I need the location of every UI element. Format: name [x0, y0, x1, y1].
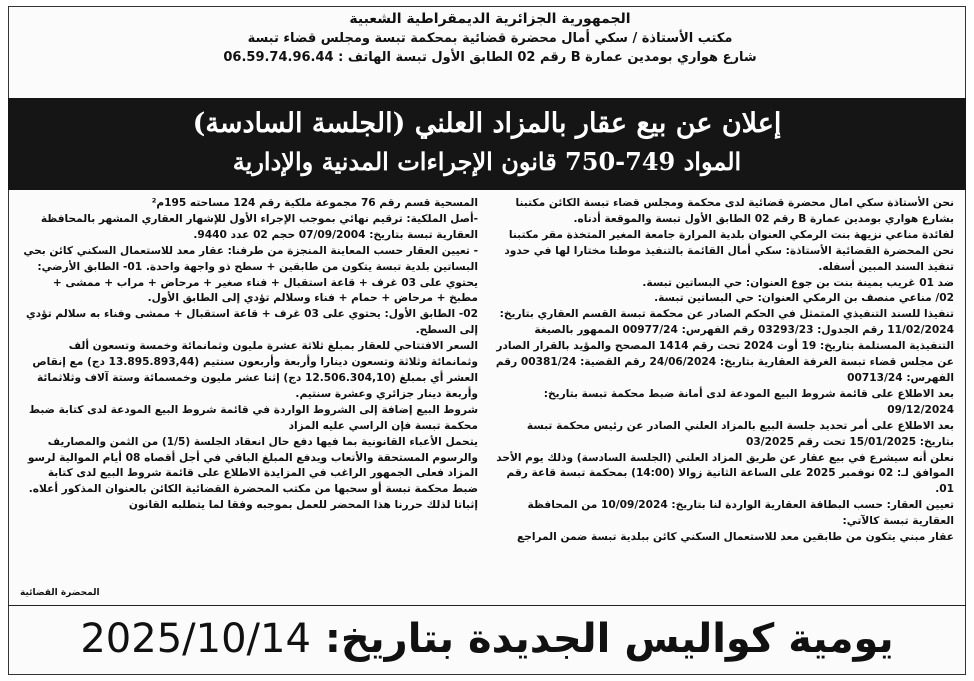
- paragraph: إثباتا لذلك حررنا هذا المحضر للعمل بموجبه وفقا لما يتطلبه القانون: [128, 499, 478, 512]
- paragraph: 02- الطابق الأول: يحتوي على 03 غرف + قاعة استقبال + ممشى وفناء به سلالم تؤدي إلى السطح.: [25, 308, 478, 337]
- newspaper-name: يومية كواليس الجديدة بتاريخ:: [324, 616, 894, 662]
- paragraph: - تعيين العقار حسب المعاينة المنجزة من طرفنا: عقار معد للاستعمال السكني كائن بحي البساتين بلدية تبسة يتكون من طابقين + سطح ذو واجهة واحدة. 01- الطابق الأرضي: يحتوي على 03 غرف + قاعة استقبال + فناء صغير + مرحاض + مراب + ممشى + مطبخ + مرحاض + حمام + فناء وسلالم تؤدي إلى الطابق الأول.: [23, 244, 478, 305]
- paragraph: 02/ مناعي منصف بن الرمكي العنوان: حي البساتين تبسة.: [654, 292, 954, 305]
- signature-label: المحضرة القضائية: [20, 588, 100, 598]
- paragraph: بعد الاطلاع على أمر تحديد جلسة البيع بالمزاد العلني الصادر عن رئيس محكمة تبسة بتاريخ: 15/01/2025 تحت رقم 03/2025: [526, 419, 954, 448]
- paragraph: تعيين العقار: حسب البطاقة العقارية الواردة لنا بتاريخ: 10/09/2024 من المحافظة العقارية تبسة كالآتي:: [527, 499, 954, 528]
- paragraph: نعلن أنه سيشرع في بيع عقار عن طريق المزاد العلني (الجلسة السادسة) وذلك يوم الأحد الموافق لـ: 02 نوفمبر 2025 على الساعة الثانية زوالا (14:00) بمحكمة تبسة قاعة رقم 01.: [496, 451, 954, 496]
- left-text-column: [23, 196, 478, 514]
- announcement-title: إعلان عن بيع عقار بالمزاد العلني (الجلسة السادسة): [192, 108, 782, 139]
- paragraph: شروط البيع إضافة إلى الشروط الواردة في قائمة شروط البيع المودعة لدى كتابة ضبط محكمة تبسة فإن الراسي عليه المزاد: [29, 403, 478, 432]
- legal-articles: المواد 749-750 قانون الإجراءات المدنية والإدارية: [232, 147, 742, 176]
- paragraph: المسحية قسم رقم 76 مجموعة ملكية رقم 124 مساحته 195م²: [151, 197, 478, 209]
- publication-date: 2025/10/14: [80, 616, 311, 662]
- office-address: شارع هواري بومدين عمارة B رقم 02 الطابق الأول تبسة الهاتف : 06.59.74.96.44: [223, 50, 757, 65]
- office-name: مكتب الأستاذة / سكي أمال محضرة قضائية بمحكمة تبسة ومجلس قضاء تبسة: [247, 31, 733, 46]
- paragraph: تنفيذا للسند التنفيذي المتمثل في الحكم الصادر عن محكمة تبسة القسم العقاري بتاريخ: 11/02/2024 رقم الجدول: 03293/23 رقم الفهرس: 00977/24 الممهور بالصيغة التنفيذية المستلمة بتاريخ: 19 أوت 2024 تحت رقم 1414 المصحح والمؤيد بالقرار الصادر عن مجلس قضاء تبسة الغرفة العقارية بتاريخ: 24/06/2024 رقم القضية: 00381/24 رقم الفهرس: 00713/24: [495, 308, 954, 384]
- title-banner: [8, 98, 966, 190]
- paragraph: السعر الافتتاحي للعقار بمبلغ ثلاثة عشرة مليون وثمانمائة وخمسة وتسعون ألف وثمانمائة وثلاثة وتسعون دينارا وأربعة وأربعون سنتيم (13.895.893,44 دج) مع إنقاص العشر أي بمبلغ (12.506.304,10 دج) إثنا عشر مليون وخمسمائة وستة آلاف وثلاثمائة وأربعة دينار جزائري وعشرة سنتيم.: [32, 340, 478, 400]
- paragraph: يتحمل الأعباء القانونية بما فيها دفع حال انعقاد الجلسة (1/5) من الثمن والمصاريف والرسوم المستحقة والأتعاب ويدفع المبلغ الباقي في أجل أقصاه 08 أيام الموالية لرسو المزاد فعلى الجمهور الراغب في المزايدة الاطلاع على قائمة شروط البيع لدى كتابة ضبط محكمة تبسة أو سحبها من مكتب المحضرة القضائية الكائن بالعنوان المذكور أعلاه.: [27, 435, 478, 496]
- paragraph: عقار مبني يتكون من طابقين معد للاستعمال السكني كائن ببلدية تبسة ضمن المراجع: [516, 531, 954, 544]
- paragraph: -أصل الملكية: ترقيم نهائي بموجب الإجراء الأول للإشهار العقاري المشهر بالمحافظة العقارية تبسة بتاريخ: 07/09/2004 حجم 02 عدد 9440.: [40, 212, 478, 241]
- republic-heading: الجمهورية الجزائرية الديمقراطية الشعبية: [349, 11, 631, 27]
- right-text-column: [494, 196, 954, 546]
- publication-line: [0, 610, 974, 668]
- divider: [8, 605, 966, 606]
- office-header: [20, 10, 960, 67]
- paragraph: ضد 01 غريب يمينة بنت بن جوع العنوان: حي البساتين تبسة.: [642, 276, 954, 289]
- paragraph: لفائدة مناعي نزيهة بنت الرمكي العنوان بلدية المرارة جامعة المغير المتخذة مقر مكتبنا نحن المحضرة القضائية الأستاذة: سكي أمال القائمة بالتنفيذ موطنا مختارا لها في حدود تنفيذ السند المبين أسفله.: [504, 228, 954, 273]
- publication-footer: [0, 610, 974, 672]
- paragraph: نحن الأستاذة سكي امال محضرة قضائية لدى محكمة ومجلس قضاء تبسة الكائن مكتبنا بشارع هواري بومدين عمارة B رقم 02 الطابق الأول تبسة والموقعة أدناه.: [515, 197, 954, 225]
- paragraph: بعد الاطلاع على قائمة شروط البيع المودعة لدى أمانة ضبط محكمة تبسة بتاريخ: 09/12/2024: [543, 387, 954, 416]
